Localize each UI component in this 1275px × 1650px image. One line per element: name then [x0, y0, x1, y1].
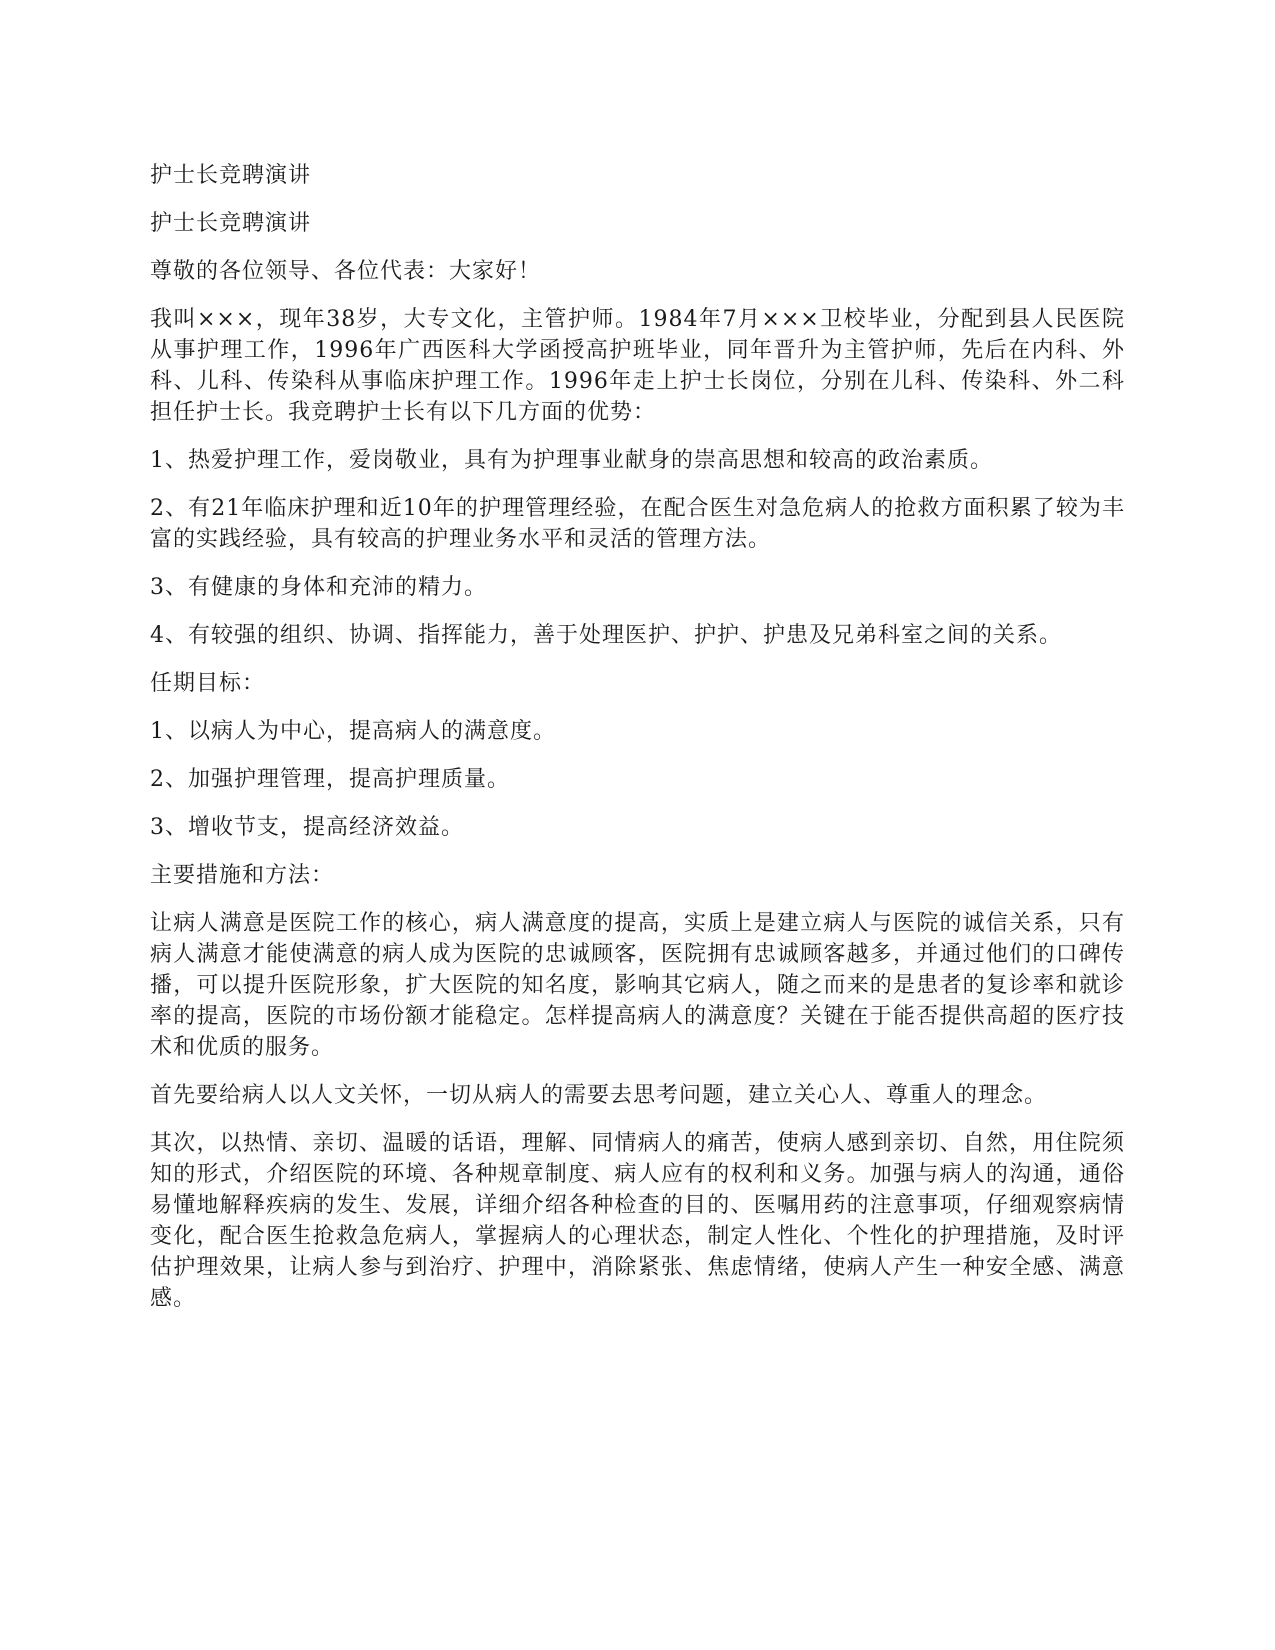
goal-item-3: 3、增收节支，提高经济效益。 [150, 815, 464, 840]
introduction-paragraph: 我叫×××，现年38岁，大专文化，主管护师。1984年7月×××卫校毕业，分配到县人民医院从事护理工作，1996年广西医科大学函授高护班毕业，同年晋升为主管护师，先后在内科、外科、儿科、传染科从事临床护理工作。1996年走上护士长岗位，分别在儿科、传染科、外二科担任护士长。我竞聘护士长有以下几方面的优势： [150, 307, 1125, 425]
measures-paragraph-2: 首先要给病人以人文关怀，一切从病人的需要去思考问题，建立关心人、尊重人的理念。 [150, 1083, 1048, 1108]
goal-item-1: 1、以病人为中心，提高病人的满意度。 [150, 719, 556, 744]
goals-heading: 任期目标： [150, 671, 266, 696]
measures-paragraph-1: 让病人满意是医院工作的核心，病人满意度的提高，实质上是建立病人与医院的诚信关系，只有病人满意才能使满意的病人成为医院的忠诚顾客，医院拥有忠诚顾客越多，并通过他们的口碑传播，可以提升医院形象，扩大医院的知名度，影响其它病人，随之而来的是患者的复诊率和就诊率的提高，医院的市场份额才能稳定。怎样提高病人的满意度？关键在于能否提供高超的医疗技术和优质的服务。 [150, 911, 1125, 1060]
advantage-item-4: 4、有较强的组织、协调、指挥能力，善于处理医护、护护、护患及兄弟科室之间的关系。 [150, 623, 1063, 648]
document-title: 护士长竞聘演讲 [150, 163, 312, 188]
advantage-item-3: 3、有健康的身体和充沛的精力。 [150, 575, 487, 600]
goal-item-2: 2、加强护理管理，提高护理质量。 [150, 767, 510, 792]
advantage-item-2: 2、有21年临床护理和近10年的护理管理经验，在配合医生对急危病人的抢救方面积累了较为丰富的实践经验，具有较高的护理业务水平和灵活的管理方法。 [150, 496, 1125, 552]
measures-heading: 主要措施和方法： [150, 863, 335, 888]
document-page [150, 160, 1125, 1331]
greeting-paragraph: 尊敬的各位领导、各位代表：大家好！ [150, 259, 542, 284]
advantage-item-1: 1、热爱护理工作，爱岗敬业，具有为护理事业献身的崇高思想和较高的政治素质。 [150, 448, 993, 473]
document-subtitle: 护士长竞聘演讲 [150, 211, 312, 236]
measures-paragraph-3: 其次，以热情、亲切、温暖的话语，理解、同情病人的痛苦，使病人感到亲切、自然，用住院须知的形式，介绍医院的环境、各种规章制度、病人应有的权利和义务。加强与病人的沟通，通俗易懂地解释疾病的发生、发展，详细介绍各种检查的目的、医嘱用药的注意事项，仔细观察病情变化，配合医生抢救急危病人，掌握病人的心理状态，制定人性化、个性化的护理措施，及时评估护理效果，让病人参与到治疗、护理中，消除紧张、焦虑情绪，使病人产生一种安全感、满意感。 [150, 1131, 1125, 1311]
